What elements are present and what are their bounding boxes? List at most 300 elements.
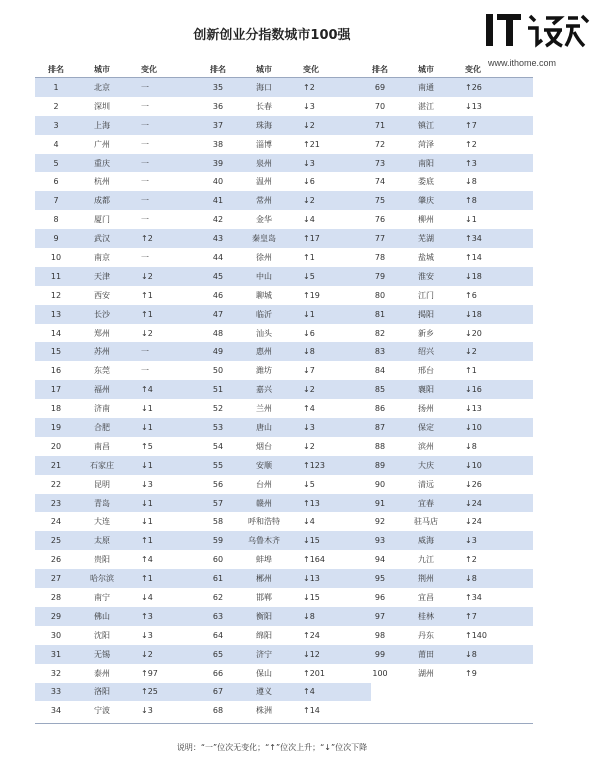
change-cell: ↓5 xyxy=(303,479,315,489)
change-cell: ↓2 xyxy=(141,271,153,281)
city-cell: 蚌埠 xyxy=(256,555,272,565)
city-cell: 绵阳 xyxy=(256,630,272,640)
city-cell: 聊城 xyxy=(256,290,272,300)
rank-cell: 99 xyxy=(374,649,386,659)
table-row xyxy=(359,550,533,569)
change-cell: ↑26 xyxy=(465,82,482,92)
change-cell: ↑9 xyxy=(465,668,477,678)
table-row xyxy=(359,97,533,116)
change-cell: ↓10 xyxy=(465,460,482,470)
table-row xyxy=(197,78,371,97)
city-cell: 安顺 xyxy=(256,460,272,470)
city-cell: 娄底 xyxy=(418,177,434,187)
table-row xyxy=(35,154,209,173)
change-cell: ↓24 xyxy=(465,517,482,527)
rank-cell: 42 xyxy=(212,215,224,225)
city-cell: 洛阳 xyxy=(94,687,110,697)
change-cell: ↓8 xyxy=(303,347,315,357)
table-row xyxy=(35,531,209,550)
table-header xyxy=(359,61,533,78)
ranking-table-col-3 xyxy=(359,61,533,683)
table-row xyxy=(197,701,371,720)
city-cell: 温州 xyxy=(256,177,272,187)
city-cell: 威海 xyxy=(418,536,434,546)
rank-cell: 19 xyxy=(50,422,62,432)
rank-cell: 49 xyxy=(212,347,224,357)
change-cell: ↑3 xyxy=(141,611,153,621)
city-cell: 丹东 xyxy=(418,630,434,640)
rank-cell: 41 xyxy=(212,196,224,206)
table-row xyxy=(197,531,371,550)
header-city: 城市 xyxy=(418,64,434,74)
table-row xyxy=(359,456,533,475)
change-cell: ↓16 xyxy=(465,385,482,395)
city-cell: 汕头 xyxy=(256,328,272,338)
city-cell: 莆田 xyxy=(418,649,434,659)
change-cell: ↓3 xyxy=(303,101,315,111)
change-cell: ↑3 xyxy=(465,158,477,168)
rank-cell: 26 xyxy=(50,555,62,565)
rank-cell: 78 xyxy=(374,252,386,262)
rank-cell: 27 xyxy=(50,574,62,584)
table-row xyxy=(359,229,533,248)
table-row xyxy=(35,116,209,135)
rank-cell: 54 xyxy=(212,441,224,451)
table-row xyxy=(197,399,371,418)
change-cell: ↓2 xyxy=(303,385,315,395)
rank-cell: 30 xyxy=(50,630,62,640)
city-cell: 芜湖 xyxy=(418,234,434,244)
rank-cell: 4 xyxy=(53,139,59,149)
table-row xyxy=(35,550,209,569)
city-cell: 清远 xyxy=(418,479,434,489)
change-cell: 一 xyxy=(141,366,149,376)
change-cell: ↓10 xyxy=(465,422,482,432)
city-cell: 大庆 xyxy=(418,460,434,470)
change-cell: ↑4 xyxy=(141,385,153,395)
rank-cell: 5 xyxy=(53,158,59,168)
city-cell: 泉州 xyxy=(256,158,272,168)
city-cell: 无锡 xyxy=(94,649,110,659)
city-cell: 上海 xyxy=(94,120,110,130)
change-cell: ↓3 xyxy=(303,422,315,432)
rank-cell: 81 xyxy=(374,309,386,319)
city-cell: 邯郸 xyxy=(256,592,272,602)
change-cell: ↑2 xyxy=(303,82,315,92)
header-change: 变化 xyxy=(303,64,319,74)
rank-cell: 11 xyxy=(50,271,62,281)
city-cell: 太原 xyxy=(94,536,110,546)
change-cell: ↑2 xyxy=(465,555,477,565)
change-cell: 一 xyxy=(141,347,149,357)
table-row xyxy=(197,267,371,286)
table-row xyxy=(35,607,209,626)
change-cell: ↓5 xyxy=(303,271,315,281)
change-cell: ↑2 xyxy=(465,139,477,149)
rank-cell: 7 xyxy=(53,196,59,206)
city-cell: 济南 xyxy=(94,404,110,414)
change-cell: ↑34 xyxy=(465,234,482,244)
table-row xyxy=(359,78,533,97)
change-cell: ↓1 xyxy=(141,422,153,432)
city-cell: 滨州 xyxy=(418,441,434,451)
change-cell: 一 xyxy=(141,120,149,130)
city-cell: 湖州 xyxy=(418,668,434,678)
change-cell: ↓4 xyxy=(303,517,315,527)
change-cell: ↑5 xyxy=(141,441,153,451)
table-row xyxy=(35,229,209,248)
change-cell: ↓1 xyxy=(465,215,477,225)
rank-cell: 38 xyxy=(212,139,224,149)
table-row xyxy=(35,418,209,437)
table-row xyxy=(35,701,209,720)
city-cell: 乌鲁木齐 xyxy=(248,536,280,546)
table-row xyxy=(359,267,533,286)
rank-cell: 22 xyxy=(50,479,62,489)
header-rank: 排名 xyxy=(210,64,226,74)
city-cell: 长春 xyxy=(256,101,272,111)
table-row xyxy=(197,172,371,191)
rank-cell: 85 xyxy=(374,385,386,395)
legend-note: 说明：“一”位次无变化；“↑”位次上升；“↓”位次下降 xyxy=(176,743,368,752)
table-row xyxy=(197,116,371,135)
city-cell: 南昌 xyxy=(94,441,110,451)
table-row xyxy=(35,645,209,664)
rank-cell: 34 xyxy=(50,706,62,716)
table-row xyxy=(35,305,209,324)
city-cell: 江门 xyxy=(418,290,434,300)
city-cell: 淄博 xyxy=(256,139,272,149)
table-row xyxy=(35,191,209,210)
rank-cell: 52 xyxy=(212,404,224,414)
rank-cell: 88 xyxy=(374,441,386,451)
change-cell: ↑4 xyxy=(141,555,153,565)
city-cell: 惠州 xyxy=(256,347,272,357)
rank-cell: 20 xyxy=(50,441,62,451)
table-row xyxy=(197,418,371,437)
table-row xyxy=(197,550,371,569)
rank-cell: 73 xyxy=(374,158,386,168)
city-cell: 西安 xyxy=(94,290,110,300)
city-cell: 宜春 xyxy=(418,498,434,508)
change-cell: ↓20 xyxy=(465,328,482,338)
change-cell: ↓7 xyxy=(303,366,315,376)
city-cell: 石家庄 xyxy=(90,460,114,470)
change-cell: ↑4 xyxy=(303,687,315,697)
table-row xyxy=(197,512,371,531)
change-cell: ↑7 xyxy=(465,120,477,130)
change-cell: 一 xyxy=(141,177,149,187)
table-row xyxy=(359,210,533,229)
city-cell: 厦门 xyxy=(94,215,110,225)
table-row xyxy=(359,664,533,683)
rank-cell: 28 xyxy=(50,592,62,602)
table-row xyxy=(197,494,371,513)
rank-cell: 92 xyxy=(374,517,386,527)
table-row xyxy=(35,172,209,191)
rank-cell: 56 xyxy=(212,479,224,489)
city-cell: 烟台 xyxy=(256,441,272,451)
rank-cell: 32 xyxy=(50,668,62,678)
change-cell: ↓1 xyxy=(141,460,153,470)
table-row xyxy=(359,172,533,191)
rank-cell: 91 xyxy=(374,498,386,508)
table-row xyxy=(359,569,533,588)
table-row xyxy=(359,607,533,626)
city-cell: 镇江 xyxy=(418,120,434,130)
rank-cell: 13 xyxy=(50,309,62,319)
change-cell: ↓1 xyxy=(303,309,315,319)
city-cell: 杭州 xyxy=(94,177,110,187)
change-cell: ↑7 xyxy=(465,611,477,621)
rank-cell: 37 xyxy=(212,120,224,130)
table-row xyxy=(359,324,533,343)
table-row xyxy=(35,456,209,475)
page-title: 创新创业分指数城市100强 xyxy=(193,28,351,43)
table-row xyxy=(359,116,533,135)
table-row xyxy=(197,286,371,305)
city-cell: 台州 xyxy=(256,479,272,489)
rank-cell: 16 xyxy=(50,366,62,376)
table-row xyxy=(197,248,371,267)
city-cell: 湛江 xyxy=(418,101,434,111)
table-row xyxy=(35,324,209,343)
table-row xyxy=(197,305,371,324)
city-cell: 赣州 xyxy=(256,498,272,508)
rank-cell: 23 xyxy=(50,498,62,508)
city-cell: 金华 xyxy=(256,215,272,225)
city-cell: 宁波 xyxy=(94,706,110,716)
change-cell: ↓3 xyxy=(141,706,153,716)
change-cell: ↑140 xyxy=(465,630,487,640)
table-row xyxy=(35,267,209,286)
change-cell: ↑25 xyxy=(141,687,158,697)
table-row xyxy=(197,229,371,248)
rank-cell: 6 xyxy=(53,177,59,187)
rank-cell: 93 xyxy=(374,536,386,546)
rank-cell: 94 xyxy=(374,555,386,565)
table-row xyxy=(197,210,371,229)
table-row xyxy=(359,645,533,664)
rank-cell: 57 xyxy=(212,498,224,508)
change-cell: ↑14 xyxy=(303,706,320,716)
ranking-table-col-1 xyxy=(35,61,209,720)
change-cell: ↓4 xyxy=(303,215,315,225)
change-cell: ↓13 xyxy=(465,404,482,414)
change-cell: ↓2 xyxy=(141,649,153,659)
change-cell: ↓3 xyxy=(141,630,153,640)
rank-cell: 12 xyxy=(50,290,62,300)
change-cell: ↑14 xyxy=(465,252,482,262)
rank-cell: 74 xyxy=(374,177,386,187)
rank-cell: 77 xyxy=(374,234,386,244)
city-cell: 广州 xyxy=(94,139,110,149)
header-change: 变化 xyxy=(141,64,157,74)
city-cell: 南京 xyxy=(94,252,110,262)
header-change: 变化 xyxy=(465,64,481,74)
table-row xyxy=(197,588,371,607)
city-cell: 长沙 xyxy=(94,309,110,319)
rank-cell: 15 xyxy=(50,347,62,357)
city-cell: 郑州 xyxy=(94,328,110,338)
table-row xyxy=(359,588,533,607)
change-cell: ↑13 xyxy=(303,498,320,508)
city-cell: 海口 xyxy=(256,82,272,92)
rank-cell: 31 xyxy=(50,649,62,659)
rank-cell: 96 xyxy=(374,592,386,602)
city-cell: 肇庆 xyxy=(418,196,434,206)
table-row xyxy=(197,437,371,456)
rank-cell: 84 xyxy=(374,366,386,376)
rank-cell: 8 xyxy=(53,215,59,225)
rank-cell: 98 xyxy=(374,630,386,640)
rank-cell: 53 xyxy=(212,422,224,432)
city-cell: 中山 xyxy=(256,271,272,281)
change-cell: ↑4 xyxy=(303,404,315,414)
change-cell: ↓2 xyxy=(303,441,315,451)
change-cell: ↓3 xyxy=(465,536,477,546)
city-cell: 南阳 xyxy=(418,158,434,168)
table-row xyxy=(197,569,371,588)
table-row xyxy=(197,645,371,664)
change-cell: ↑164 xyxy=(303,555,325,565)
change-cell: ↓6 xyxy=(303,177,315,187)
table-row xyxy=(197,324,371,343)
city-cell: 衡阳 xyxy=(256,611,272,621)
city-cell: 株洲 xyxy=(256,706,272,716)
rank-cell: 10 xyxy=(50,252,62,262)
change-cell: ↑34 xyxy=(465,592,482,602)
change-cell: 一 xyxy=(141,196,149,206)
rank-cell: 72 xyxy=(374,139,386,149)
change-cell: ↓13 xyxy=(465,101,482,111)
table-row xyxy=(359,191,533,210)
change-cell: ↑1 xyxy=(141,309,153,319)
table-row xyxy=(35,97,209,116)
table-row xyxy=(35,380,209,399)
rank-cell: 76 xyxy=(374,215,386,225)
change-cell: ↑123 xyxy=(303,460,325,470)
table-row xyxy=(35,664,209,683)
change-cell: ↓8 xyxy=(465,649,477,659)
rank-cell: 97 xyxy=(374,611,386,621)
city-cell: 盐城 xyxy=(418,252,434,262)
table-row xyxy=(359,399,533,418)
city-cell: 呼和浩特 xyxy=(248,517,280,527)
change-cell: 一 xyxy=(141,101,149,111)
table-row xyxy=(35,512,209,531)
city-cell: 南通 xyxy=(418,82,434,92)
city-cell: 保定 xyxy=(418,422,434,432)
change-cell: 一 xyxy=(141,158,149,168)
table-row xyxy=(35,286,209,305)
table-row xyxy=(35,626,209,645)
change-cell: 一 xyxy=(141,139,149,149)
rank-cell: 55 xyxy=(212,460,224,470)
table-row xyxy=(359,494,533,513)
change-cell: ↓8 xyxy=(465,441,477,451)
city-cell: 保山 xyxy=(256,668,272,678)
table-row xyxy=(35,248,209,267)
change-cell: ↓12 xyxy=(303,649,320,659)
table-row xyxy=(197,361,371,380)
rank-cell: 14 xyxy=(50,328,62,338)
city-cell: 沈阳 xyxy=(94,630,110,640)
change-cell: ↑1 xyxy=(141,536,153,546)
city-cell: 潍坊 xyxy=(256,366,272,376)
change-cell: ↑1 xyxy=(141,290,153,300)
table-row xyxy=(35,437,209,456)
header-rank: 排名 xyxy=(48,64,64,74)
rank-cell: 80 xyxy=(374,290,386,300)
table-row xyxy=(197,97,371,116)
change-cell: ↑8 xyxy=(465,196,477,206)
city-cell: 东莞 xyxy=(94,366,110,376)
header-city: 城市 xyxy=(256,64,272,74)
city-cell: 佛山 xyxy=(94,611,110,621)
city-cell: 扬州 xyxy=(418,404,434,414)
rank-cell: 61 xyxy=(212,574,224,584)
table-row xyxy=(359,135,533,154)
table-row xyxy=(359,154,533,173)
rank-cell: 60 xyxy=(212,555,224,565)
city-cell: 绍兴 xyxy=(418,347,434,357)
rank-cell: 39 xyxy=(212,158,224,168)
city-cell: 嘉兴 xyxy=(256,385,272,395)
change-cell: ↑19 xyxy=(303,290,320,300)
city-cell: 淮安 xyxy=(418,271,434,281)
table-row xyxy=(197,135,371,154)
change-cell: ↓24 xyxy=(465,498,482,508)
city-cell: 新乡 xyxy=(418,328,434,338)
city-cell: 苏州 xyxy=(94,347,110,357)
change-cell: ↓2 xyxy=(303,120,315,130)
table-row xyxy=(35,569,209,588)
city-cell: 天津 xyxy=(94,271,110,281)
rank-cell: 58 xyxy=(212,517,224,527)
rank-cell: 2 xyxy=(53,101,59,111)
rank-cell: 66 xyxy=(212,668,224,678)
city-cell: 九江 xyxy=(418,555,434,565)
change-cell: ↑97 xyxy=(141,668,158,678)
change-cell: ↓3 xyxy=(303,158,315,168)
rank-cell: 18 xyxy=(50,404,62,414)
rank-cell: 65 xyxy=(212,649,224,659)
table-row xyxy=(359,475,533,494)
change-cell: ↑1 xyxy=(303,252,315,262)
table-row xyxy=(359,248,533,267)
rank-cell: 36 xyxy=(212,101,224,111)
change-cell: ↓15 xyxy=(303,592,320,602)
rank-cell: 50 xyxy=(212,366,224,376)
rank-cell: 63 xyxy=(212,611,224,621)
change-cell: ↓2 xyxy=(141,328,153,338)
table-row xyxy=(359,305,533,324)
change-cell: ↓18 xyxy=(465,309,482,319)
rank-cell: 67 xyxy=(212,687,224,697)
table-row xyxy=(359,342,533,361)
table-row xyxy=(197,191,371,210)
table-header xyxy=(35,61,209,78)
table-row xyxy=(359,437,533,456)
table-row xyxy=(35,342,209,361)
change-cell: ↑21 xyxy=(303,139,320,149)
city-cell: 唐山 xyxy=(256,422,272,432)
rank-cell: 64 xyxy=(212,630,224,640)
city-cell: 郴州 xyxy=(256,574,272,584)
rank-cell: 68 xyxy=(212,706,224,716)
change-cell: ↓18 xyxy=(465,271,482,281)
